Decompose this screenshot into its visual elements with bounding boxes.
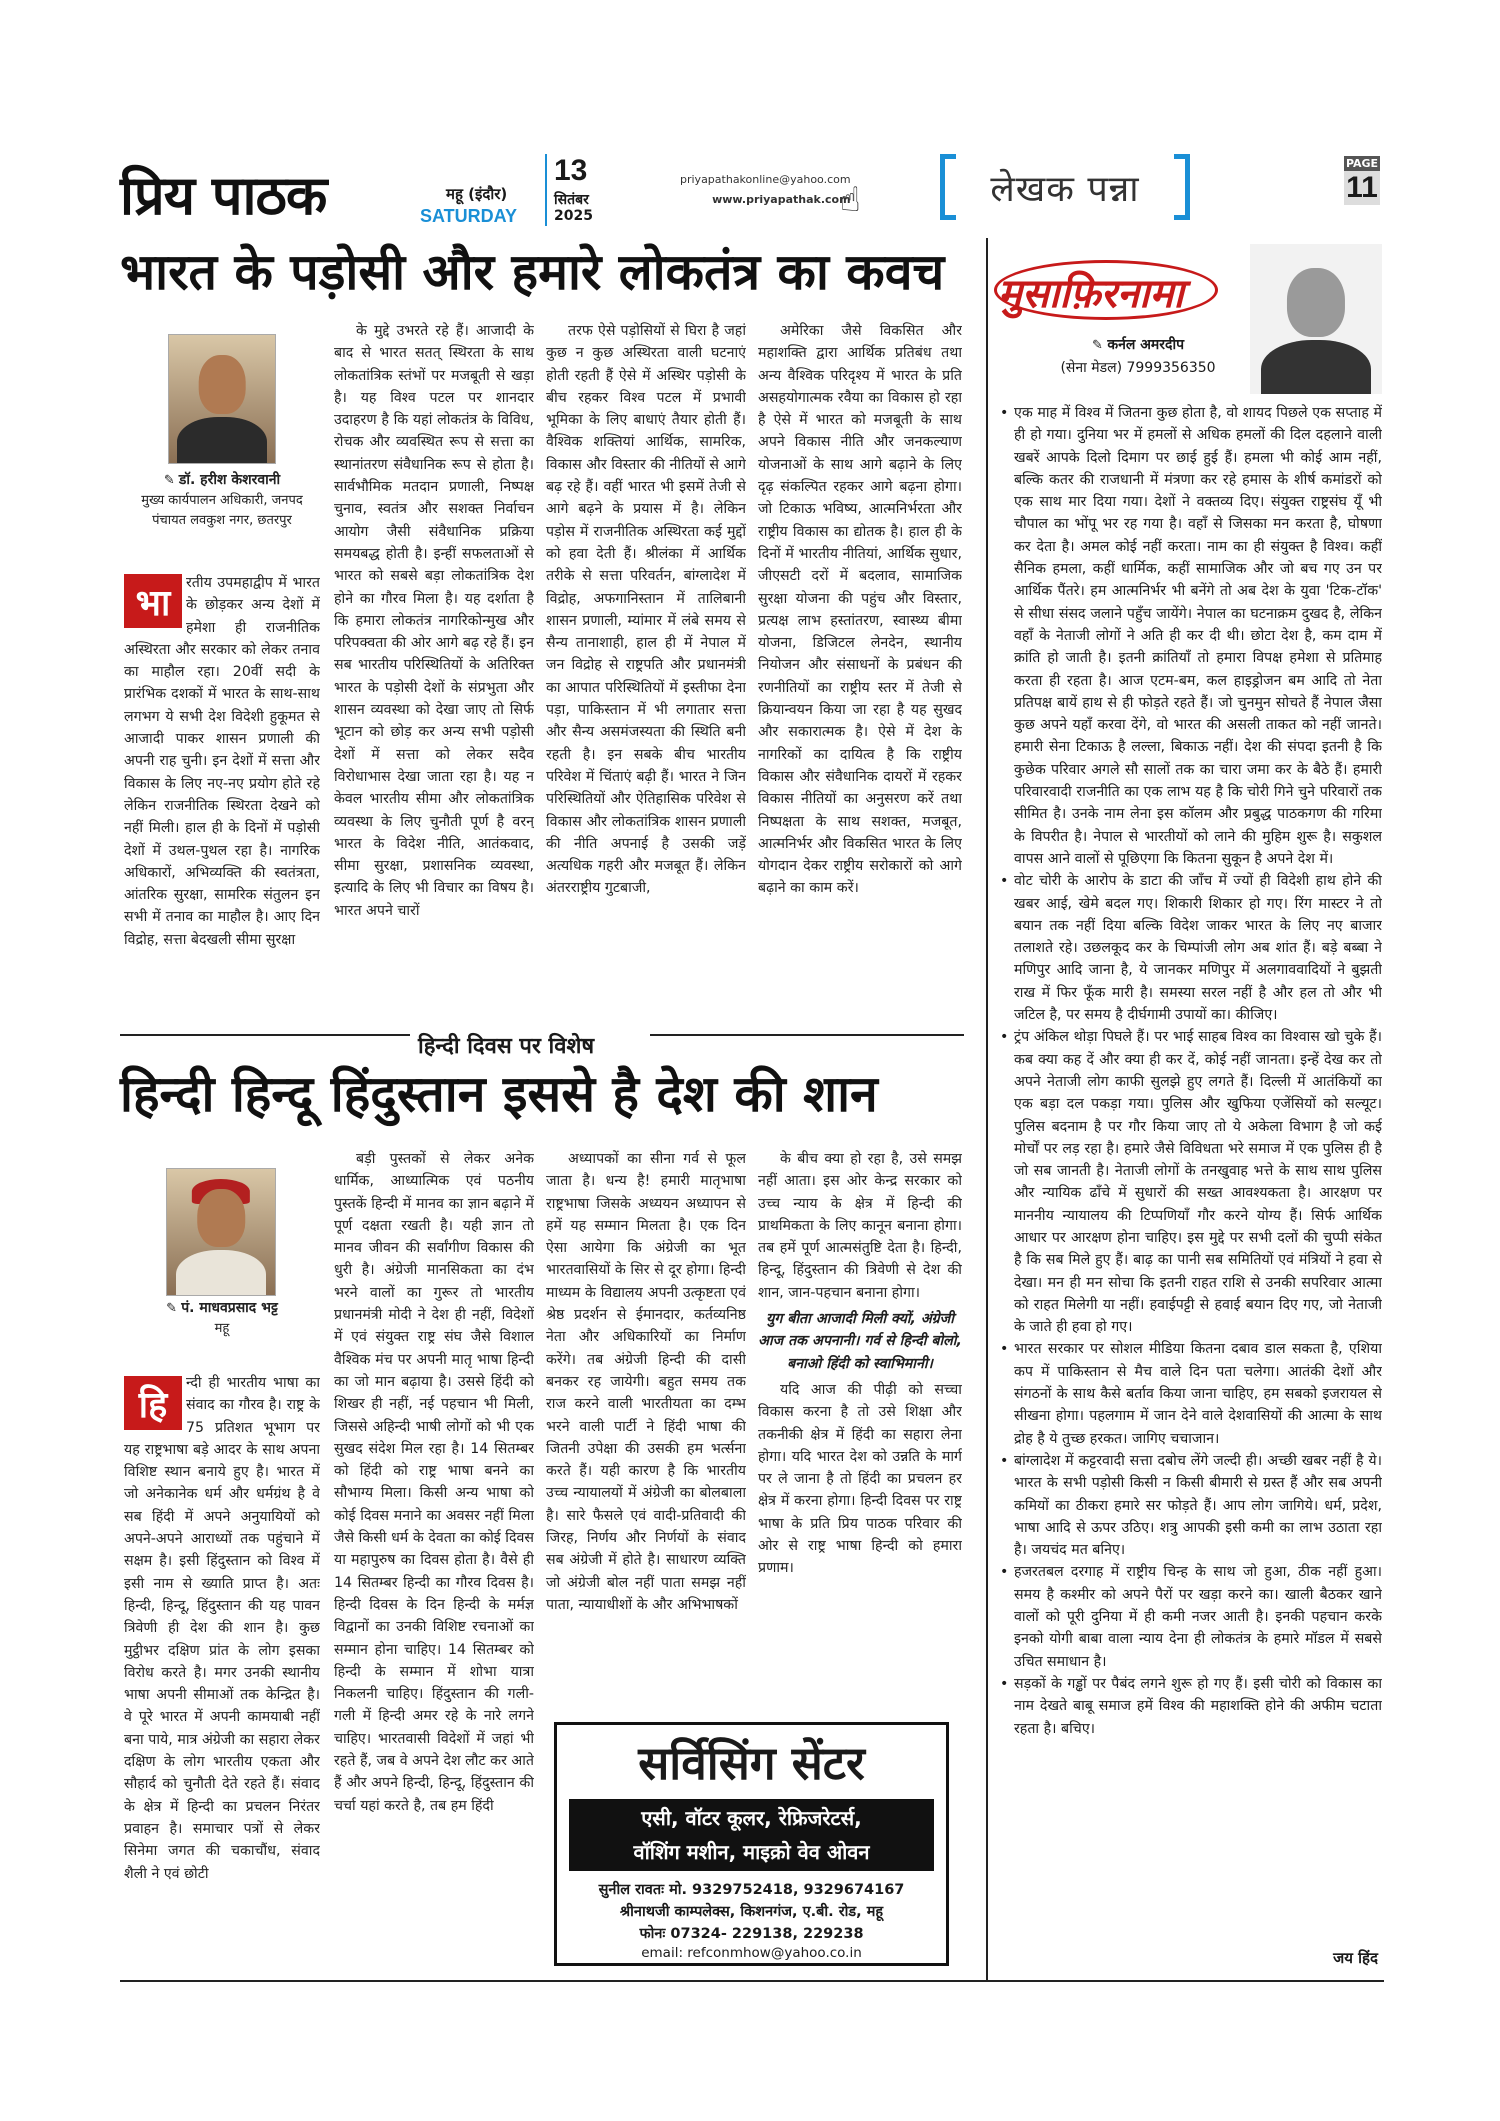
column-item: • हजरतबल दरगाह में राष्ट्रीय चिन्ह के साथ जो हुआ, ठीक नहीं हुआ। समय है कश्मीर को अपने पैरों पर खड़ा करने का। खाली बैठकर खाने वालों को पूरी दुनिया में ही कमी नजर आती है। इनकी पहचान करके इनको योगी बाबा वाला न्याय देना ही लोकतंत्र के हमारे मॉडल में सबसे उचित समाधान है। [1000, 1561, 1382, 1672]
page-label: PAGE [1345, 157, 1379, 170]
newspaper-logo: प्रिय पाठक [120, 163, 327, 227]
article1-column-1 [124, 572, 320, 1022]
date-day: 13 [554, 154, 588, 187]
page-bottom-rule [120, 1980, 1384, 1982]
dropcap-spacer [124, 572, 186, 628]
ad-title: सर्विसिंग सेंटर [638, 1736, 865, 1790]
ad-contact: सुनील रावतः मो. 9329752418, 9329674167 [598, 1882, 905, 1898]
article1-author-title: मुख्य कार्यपालन अधिकारी, जनपद पंचायत लवकुश नगर, छतरपुर [141, 493, 303, 528]
service-center-ad [554, 1722, 949, 1966]
musafirnama-column [986, 238, 1384, 1980]
date-month: सितंबर [554, 192, 589, 208]
article2-author-photo [166, 1168, 276, 1296]
column-item: • ट्रंप अंकिल थोड़ा पिघले हैं। पर भाई साहब विश्व का विश्वास खो चुके हैं। कब क्या कह दें और क्या ही कर दें, कोई नहीं जानता। इन्हें देख कर तो अपने नेताजी लोग काफी सुलझे हुए लगते हैं। दिल्ली में आतंकियों का एक बड़ा दल पकड़ा गया। पुलिस और खुफिया एजेंसियों को सल्यूट। पुलिस बदनाम है पर गौर किया जाए तो ये अकेला विभाग है जो कई मोर्चों पर लड़ रहा है। हमारे जैसे विविधता भरे समाज में एक पुलिस ही है जो सब जानती है। नेताजी लोगों के तनखुवाह भत्ते के साथ साथ पुलिस और न्यायिक ढाँचे में सुधारों की सख्त आवश्यकता है। आरक्षण पर माननीय न्यायालय की टिप्पणियाँ गौर करने योग्य हैं। सिर्फ आर्थिक आधार पर आरक्षण होना चाहिए। इस मुद्दे पर सभी दलों की चुप्पी संकेत है कि सब मिले हुए हैं। बाढ़ का पानी सब समितियों एवं मंत्रियों ने हवा से देखा। मन ही मन सोचा कि इतनी राहत राशि से उनकी सपरिवार आत्मा को राहत मिलेगी या नहीं। हवाईपट्टी से हवाई बयान दिए गए, जो नेताजी के जाते ही हवा हो गए। [1000, 1026, 1382, 1338]
article2-poem: युग बीता आजादी मिली क्यों, अंग्रेजी आज तक अपनानी। गर्व से हिन्दी बोलो, बनाओ हिंदी को स्वाभिमानी। [758, 1311, 962, 1372]
pen-icon: ✎ [166, 1301, 178, 1316]
article2-column-1 [124, 1372, 320, 1972]
photo-body [1261, 340, 1372, 394]
article1-dropcap: भा [124, 574, 182, 628]
masthead [120, 150, 1380, 232]
article1-col2-text: के मुद्दे उभरते रहे हैं। आजादी के बाद से भारत सतत् स्थिरता के साथ लोकतांत्रिक स्तंभों पर मजबूती से खड़ा है। यह विश्व पटल पर शानदार उदाहरण है कि यहां लोकतंत्र के विविध, रोचक और व्यवस्थित रूप से सत्ता का स्थानांतरण संवैधानिक रूप से होता है। सार्वभौमिक मतदान प्रणाली, निष्पक्ष चुनाव, स्वतंत्र और सशक्त निर्वाचन आयोग जैसी संवैधानिक प्रक्रिया समयबद्ध होती है। इन्हीं सफलताओं से भारत को सबसे बड़ा लोकतांत्रिक देश होने का गौरव मिला है। यह दर्शाता है कि हमारा लोकतंत्र नागरिकोन्मुख और परिपक्वता की ओर आगे बढ़ रहे हैं। इन सब भारतीय परिस्थितियों के अतिरिक्त भारत के पड़ोसी देशों के संप्रभुता और शासन व्यवस्था को देखा जाए तो सिर्फ भूटान को छोड़ कर अन्य सभी पड़ोसी देशों में सत्ता को लेकर सदैव विरोधाभास देखा जाता रहा है। यह न केवल भारतीय सीमा और लोकतांत्रिक व्यवस्था के लिए चुनौती पूर्ण है वरन् भारत के विदेश नीति, आतंकवाद, सीमा सुरक्षा, प्रशासनिक व्यवस्था, इत्यादि के लिए भी विचार का विषय है। भारत अपने चारों [334, 323, 534, 919]
article2-col4b-text: यदि आज की पीढ़ी को सच्चा विकास करना है तो उसे शिक्षा और तकनीकी क्षेत्र में हिंदी का सहारा लेना होगा। यदि भारत देश को उन्नति के मार्ग पर ले जाना है तो हिंदी का प्रचलन हर क्षेत्र में करना होगा। हिन्दी दिवस पर राष्ट्र भाषा के प्रति प्रिय पाठक परिवार की ओर से राष्ट्र भाषा हिन्दी को हमारा प्रणाम। [758, 1381, 962, 1577]
article1-col1-text: रतीय उपमहाद्वीप में भारत के छोड़कर अन्य देशों में हमेशा ही राजनीतिक अस्थिरता और सरकार को लेकर तनाव का माहौल रहा। 20वीं सदी के प्रारंभिक दशकों में भारत के साथ-साथ लगभग ये सभी देश विदेशी हुकूमत से आजादी पाकर शासन प्रणाली की अपनी राह चुनी। इन देशों में सत्ता और विकास के लिए नए-नए प्रयोग होते रहे लेकिन राजनीतिक स्थिरता देखने को नहीं मिली। हाल ही के दिनों में पड़ोसी देशों में उथल-पुथल रहा है। नागरिक अधिकारों, अभिव्यक्ति की स्वतंत्रता, आंतरिक सुरक्षा, सामरिक संतुलन इन सभी में तनाव का माहौल है। आए दिन विद्रोह, सत्ता बेदखली सीमा सुरक्षा [124, 575, 320, 948]
article1-column-4 [758, 320, 962, 1024]
article1-author-photo [168, 334, 276, 464]
ad-services-line-1: एसी, वॉटर कूलर, रेफ्रिजरेटर्स, [641, 1806, 862, 1830]
article1-byline [124, 470, 320, 531]
article2-col4-text: के बीच क्या हो रहा है, उसे समझ नहीं आता। इस ओर केन्द्र सरकार को उच्च न्याय के क्षेत्र में हिन्दी की प्राथमिकता के लिए कानून बनाना होगा। तब हमें पूर्ण आत्मसंतुष्टि देता है। हिन्दी, हिन्दू, हिंदुस्तान की त्रिवेणी से देश की शान, जान-पहचान बनाना होगा। [758, 1151, 962, 1301]
article1-column-2 [334, 320, 534, 1024]
article2-column-3 [546, 1148, 746, 1710]
column-items [1000, 402, 1382, 1962]
ad-phone: फोनः 07324- 229138, 229238 [639, 1926, 864, 1942]
ad-services-line-2: वॉशिंग मशीन, माइक्रो वेव ओवन [633, 1840, 870, 1864]
dropcap-spacer [124, 1372, 186, 1428]
columnist-meta: (सेना मेडल) 7999356350 [1060, 360, 1216, 376]
page-number: 11 [1344, 171, 1380, 205]
contact-email[interactable]: priyapathakonline@yahoo.com [680, 173, 851, 186]
article1-author-name: डॉ. हरीश केशरवानी [178, 472, 281, 488]
article2-col3-text: अध्यापकों का सीना गर्व से फूल जाता है। धन्य है! हमारी मातृभाषा राष्ट्रभाषा जिसके अध्ययन अध्यापन से हमें यह सम्मान मिलता है। एक दिन ऐसा आयेगा कि अंग्रेजी का भूत भारतवासियों के सिर से दूर होगा। हिन्दी माध्यम के विद्यालय अपनी उत्कृष्टता एवं श्रेष्ठ प्रदर्शन से ईमानदार, कर्तव्यनिष्ठ नेता और अधिकारियों का निर्माण करेंगे। तब अंग्रेजी हिन्दी की दासी बनकर रह जायेगी। बहुत समय तक राज करने वाली भारतीयता का दम्भ भरने वाली पार्टी ने हिंदी भाषा की जितनी उपेक्षा की उसकी हम भर्त्सना करते हैं। यही कारण है कि भारतीय उच्च न्यायालयों में अंग्रेजी का बोलबाला है। सारे फैसले एवं वादी-प्रतिवादी की जिरह, निर्णय और निर्णयों के संवाद सब अंग्रेजी में होते है। साधारण व्यक्ति जो अंग्रेजी बोल नहीं पाता समझ नहीं पाता, न्यायाधीशों के और अभिभाषकों [546, 1151, 746, 1613]
contact-website[interactable]: www.priyapathak.com [712, 193, 851, 206]
article2-byline [124, 1298, 320, 1339]
section-rule-right [650, 1034, 964, 1036]
article1-col3-text: तरफ ऐसे पड़ोसियों से घिरा है जहां कुछ न कुछ अस्थिरता वाली घटनाएं होती रहती हैं ऐसे में अस्थिर पड़ोसी के बीच रहकर विश्व पटल में प्रभावी भूमिका के लिए बाधाएं तैयार होती हैं। वैश्विक शक्तियां आर्थिक, सामरिक, विकास और विस्तार की नीतियों से आगे बढ़ रहे हैं। वहीं भारत भी इसमें तेजी से आगे बढ़ने के प्रयास में है। लेकिन पड़ोस में राजनीतिक अस्थिरता कई मुद्दों को हवा देती हैं। श्रीलंका में आर्थिक तरीके से सत्ता परिवर्तन, बांग्लादेश में विद्रोह, अफगानिस्तान में तालिबानी शासन प्रणाली, म्यांमार में लंबे समय से सैन्य तानाशाही, हाल ही में नेपाल में जन विद्रोह से राष्ट्रपति और प्रधानमंत्री का आपात परिस्थितियों में इस्तीफा देना पड़ा, पाकिस्तान में भी लगातार सत्ता और सैन्य असमंजस्यता की स्थिति बनी रहती है। इन सबके बीच भारतीय परिवेश में चिंताएं बढ़ी हैं। भारत ने जिन परिस्थितियों और ऐतिहासिक परिवेश से विकास और लोकतांत्रिक शासन प्रणाली की नीति अपनाई है उसकी जड़ें अत्यधिक गहरी और मजबूत हैं। लेकिन अंतरराष्ट्रीय गुटबाजी, [546, 323, 746, 897]
column-item: • भारत सरकार पर सोशल मीडिया कितना दबाव डाल सकता है, एशिया कप में पाकिस्तान से मैच वाले दिन पता चलेगा। आतंकी देशों और संगठनों के साथ कैसे बर्ताव किया जाना चाहिए, हम सबको इजरायल से सीखना होगा। पहलगाम में जान देने वाले देशवासियों की आत्मा के साथ द्रोह है ये तुच्छ हरकत। जागिए चचाजान। [1000, 1338, 1382, 1449]
masthead-divider [545, 154, 547, 226]
article2-column-4 [758, 1148, 962, 1710]
article2-author-place: महू [214, 1321, 230, 1336]
date-year: 2025 [554, 208, 593, 224]
article2-col2-text: बड़ी पुस्तकों से लेकर अनेक धार्मिक, आध्यात्मिक एवं पठनीय पुस्तकें हिन्दी में मानव का ज्ञान बढ़ाने में पूर्ण दक्षता रखती है। यही ज्ञान तो मानव जीवन की सर्वांगीण विकास की धुरी है। अंग्रेजी मानसिकता का दंभ भरने वालों का गुरूर तो भारतीय प्रधानमंत्री मोदी ने देश ही नहीं, विदेशों में एवं संयुक्त राष्ट्र संघ जैसे विशाल वैश्विक मंच पर अपनी मातृ भाषा हिन्दी का जो मान बढ़ाया है। उससे हिंदी को शिखर ही नहीं, नई पहचान भी मिली, जिससे अहिन्दी भाषी लोगों को भी एक सुखद संदेश मिल रहा है। 14 सितम्बर को हिंदी को राष्ट्र भाषा बनने का सौभाग्य मिला। किसी अन्य भाषा को कोई दिवस मनाने का अवसर नहीं मिला जैसे किसी धर्म के देवता का कोई दिवस या महापुरुष का दिवस होता है। वैसे ही 14 सितम्बर हिन्दी का गौरव दिवस है। हिन्दी दिवस के दिन हिन्दी के मर्मज्ञ विद्वानों का उनकी विशिष्ट रचनाओं का सम्मान होना चाहिए। 14 सितम्बर को हिन्दी के सम्मान में शोभा यात्रा निकलनी चाहिए। हिंदुस्तान की गली-गली में हिन्दी अमर रहे के नारे लगने चाहिए। भारतवासी विदेशों में जहां भी रहते हैं, जब वे अपने देश लौट कर आते हैं और अपने हिन्दी, हिन्दू, हिंदुस्तान की चर्चा यहां करते है, तब हम हिंदी [334, 1151, 534, 1814]
ad-email[interactable]: email: refconmhow@yahoo.co.in [641, 1945, 862, 1961]
ad-services-band [569, 1799, 934, 1871]
article1-col4-text: अमेरिका जैसे विकसित और महाशक्ति द्वारा आर्थिक प्रतिबंध तथा अन्य वैश्विक परिदृश्य में भारत के प्रति असहयोगात्मक रवैया का विकास हो रहा है ऐसे में भारत को मजबूती के साथ अपने विकास नीति और जनकल्याण योजनाओं के साथ आगे बढ़ाने के लिए दृढ़ संकल्पित रहकर आगे बढ़ना होगा। जो टिकाऊ भविष्य, आत्मनिर्भरता और राष्ट्रीय विकास का द्योतक है। हाल ही के दिनों में भारतीय नीतियां, आर्थिक सुधार, जीएसटी दरों में बदलाव, सामाजिक सुरक्षा योजना की पहुंच और विस्तार, प्रत्यक्ष लाभ हस्तांतरण, स्वास्थ्य बीमा योजना, डिजिटल लेनदेन, स्थानीय नियोजन और संसाधनों के प्रबंधन की रणनीतियों का राष्ट्रीय स्तर में तेजी से क्रियान्वयन किया जा रहा है यह सुखद और सकारात्मक है। ऐसे में देश के नागरिकों का दायित्व है कि राष्ट्रीय विकास और संवैधानिक दायरों में रहकर विकास नीतियों का अनुसरण करें तथा निष्पक्षता के साथ सशक्त, मजबूत, आत्मनिर्भर और विकसित भारत के लिए योगदान देकर राष्ट्रीय सरोकारों को आगे बढ़ाने का काम करें। [758, 323, 962, 897]
pointing-hand-icon: ☝ [840, 180, 861, 220]
photo-head [197, 1189, 245, 1247]
edition-day: SATURDAY [420, 206, 518, 226]
article1-column-3 [546, 320, 746, 1024]
bracket-right [1174, 154, 1190, 220]
column-item: • सड़कों के गड्ढों पर पैबंद लगने शुरू हो गए हैं। इसी चोरी को विकास का नाम देखते बाबू समाज हमें विश्व की महाशक्ति होने की अफीम चटाता रहता है। बचिए। [1000, 1673, 1382, 1740]
photo-head [1287, 268, 1345, 337]
column-signoff: जय हिंद [1333, 1949, 1378, 1967]
contact-block [680, 170, 851, 210]
article2-dropcap: हि [124, 1376, 182, 1430]
column-item: • वोट चोरी के आरोप के डाटा की जाँच में ज्यों ही विदेशी हाथ होने की खबर आई, खेमे बदल गए। शिकारी शिकार हो गए। रिंग मास्टर ने तो बयान तक नहीं दिया बल्कि विदेश जाकर भारत के लिए नए बाजार तलाशते रहे। उछलकूद कर के चिम्पांजी लोग अब शांत हैं। बड़े बब्बा ने मणिपुर आदि जाना है, ये जानकर मणिपुर में अलगाववादियों ने बुझती राख में फिर फूँक मारी है। समस्या सरल नहीं है और हल तो और भी जटिल है, पर समय है दीर्घगामी उपायों का। कीजिए। [1000, 870, 1382, 1026]
photo-body [176, 1250, 267, 1296]
columnist-photo [1250, 244, 1382, 394]
ad-address: श्रीनाथजी काम्पलेक्स, किशनगंज, ए.बी. रोड, महू [619, 1904, 884, 1920]
photo-body [177, 417, 266, 464]
column-title: मुसाफ़िरनामा [998, 270, 1184, 317]
article2-author-name: पं. माधवप्रसाद भट्ट [181, 1300, 278, 1316]
article2-column-2 [334, 1148, 534, 1972]
pen-icon: ✎ [163, 473, 175, 488]
article2-col1-text: न्दी ही भारतीय भाषा का संवाद का गौरव है। राष्ट्र के 75 प्रतिशत भूभाग पर यह राष्ट्रभाषा बड़े आदर के साथ अपना विशिष्ट स्थान बनाये हुए है। भारत में जो अनेकानेक धर्म और धर्मग्रंथ है वे सब हिंदी में अपने अनुयायियों को अपने-अपने आराध्यों तक पहुंचाने में सक्षम है। इसी हिंदुस्तान को विश्व में इसी नाम से ख्याति प्राप्त है। अतः हिन्दी, हिन्दू, हिंदुस्तान की यह पावन त्रिवेणी ही देश की शान है। कुछ मुट्ठीभर दक्षिण प्रांत के लोग इसका विरोध करते है। मगर उनकी स्थानीय भाषा अपनी सीमाओं तक केन्द्रित है। वे पूरे भारत में अपनी कामयाबी नहीं बना पाये, मात्र अंग्रेजी का सहारा लेकर दक्षिण के लोग भारतीय एकता और सौहार्द को चुनौती देते रहते हैं। संवाद के क्षेत्र में हिन्दी का प्रचलन निरंतर प्रवाहन है। समाचार पत्रों से लेकर सिनेमा जगत की चकाचौंध, संवाद शैली ने एवं छोटी [124, 1375, 320, 1882]
columnist-byline [1018, 334, 1258, 379]
article1-headline: भारत के पड़ोसी और हमारे लोकतंत्र का कवच [120, 242, 945, 301]
page-tag [1344, 156, 1380, 205]
article2-kicker: हिन्दी दिवस पर विशेष [418, 1034, 595, 1059]
section-name: लेखक पन्ना [990, 168, 1140, 210]
column-item: • एक माह में विश्व में जितना कुछ होता है, वो शायद पिछले एक सप्ताह में ही हो गया। दुनिया भर में हमलों से अधिक हमलों की दिल दहलाने वाली खबरें आपके दिलो दिमाग पर छाई हुई हैं। हमला भी कोई आम नहीं, बल्कि कतर की राजधानी में मंत्रणा कर रहे हमास के शीर्ष कमांडरों को एक साथ मार दिया गया। देशों ने वक्तव्य दिए। संयुक्त राष्ट्रसंघ यूँ भी चौपाल का भोंपू भर रह गया है। वहाँ से जिसका मन करता है, घोषणा कर देता है। अमल कोई नहीं करता। नाम का ही संयुक्त है विश्व। कहीं सैनिक हमला, कहीं धार्मिक, कहीं सामाजिक और जो बच गए उन पर आर्थिक पैंतरे। हम आत्मनिर्भर भी बनेंगे तो अब देश के युवा 'टिक-टॉक' से सीधा संसद जलाने पहुँच जायेंगे। नेपाल का घटनाक्रम दुखद है, लेकिन वहाँ के नेताजी लोगों ने अति ही कर दी थी। छोटा देश है, कम दाम में क्रांति हो जाती है। इतनी क्रांतियाँ तो हमारा विपक्ष हमेशा से प्रतिमाह करता ही रहता है। आज एटम-बम, कल हाइड्रोजन बम आदि तो नेता प्रतिपक्ष बायें हाथ से ही फोड़ते रहते हैं। जो चुनमुन सोचते हैं नेपाल जैसा कुछ अपने यहाँ करवा देंगे, वो भारत की असली ताकत को नहीं जानते। हमारी सेना टिकाऊ है लल्ला, बिकाऊ नहीं। देश की संपदा इतनी है कि कुछेक परिवार अगले सौ सालों तक का चारा जमा कर के बैठे हैं। हमारी परिवारवादी राजनीति का एक लाभ यह है कि चोरी गिने चुने परिवारों तक सीमित है। उनके नाम लेना इस कॉलम और प्रबुद्ध पाठकगण की गरिमा के विपरीत है। नेपाल से भारतीयों को लाने की मुहिम शुरू है। सकुशल वापस आने वालों से पूछिएगा कि कितना सुकून है अपने देश में। [1000, 402, 1382, 870]
edition-city: महू (इंदौर) [446, 185, 508, 203]
bracket-left [940, 154, 956, 220]
section-rule-left [120, 1034, 410, 1036]
photo-head [199, 355, 246, 414]
article2-headline: हिन्दी हिन्दू हिंदुस्तान इससे है देश की शान [120, 1064, 878, 1123]
column-item: • बांग्लादेश में कट्टरवादी सत्ता दबोच लेंगे जल्दी ही। अच्छी खबर नहीं है ये। भारत के सभी पड़ोसी किसी न किसी बीमारी से ग्रस्त हैं और सब अपनी कमियों का ठीकरा हमारे सर फोड़ते हैं। आप लोग जागिये। धर्म, प्रदेश, भाषा आदि से ऊपर उठिए। शत्रु आपकी इसी कमी का लाभ उठाता रहा है। जयचंद मत बनिए। [1000, 1450, 1382, 1561]
section-label [940, 154, 1190, 220]
pen-icon: ✎ [1091, 338, 1103, 353]
columnist-name: कर्नल अमरदीप [1107, 337, 1185, 353]
